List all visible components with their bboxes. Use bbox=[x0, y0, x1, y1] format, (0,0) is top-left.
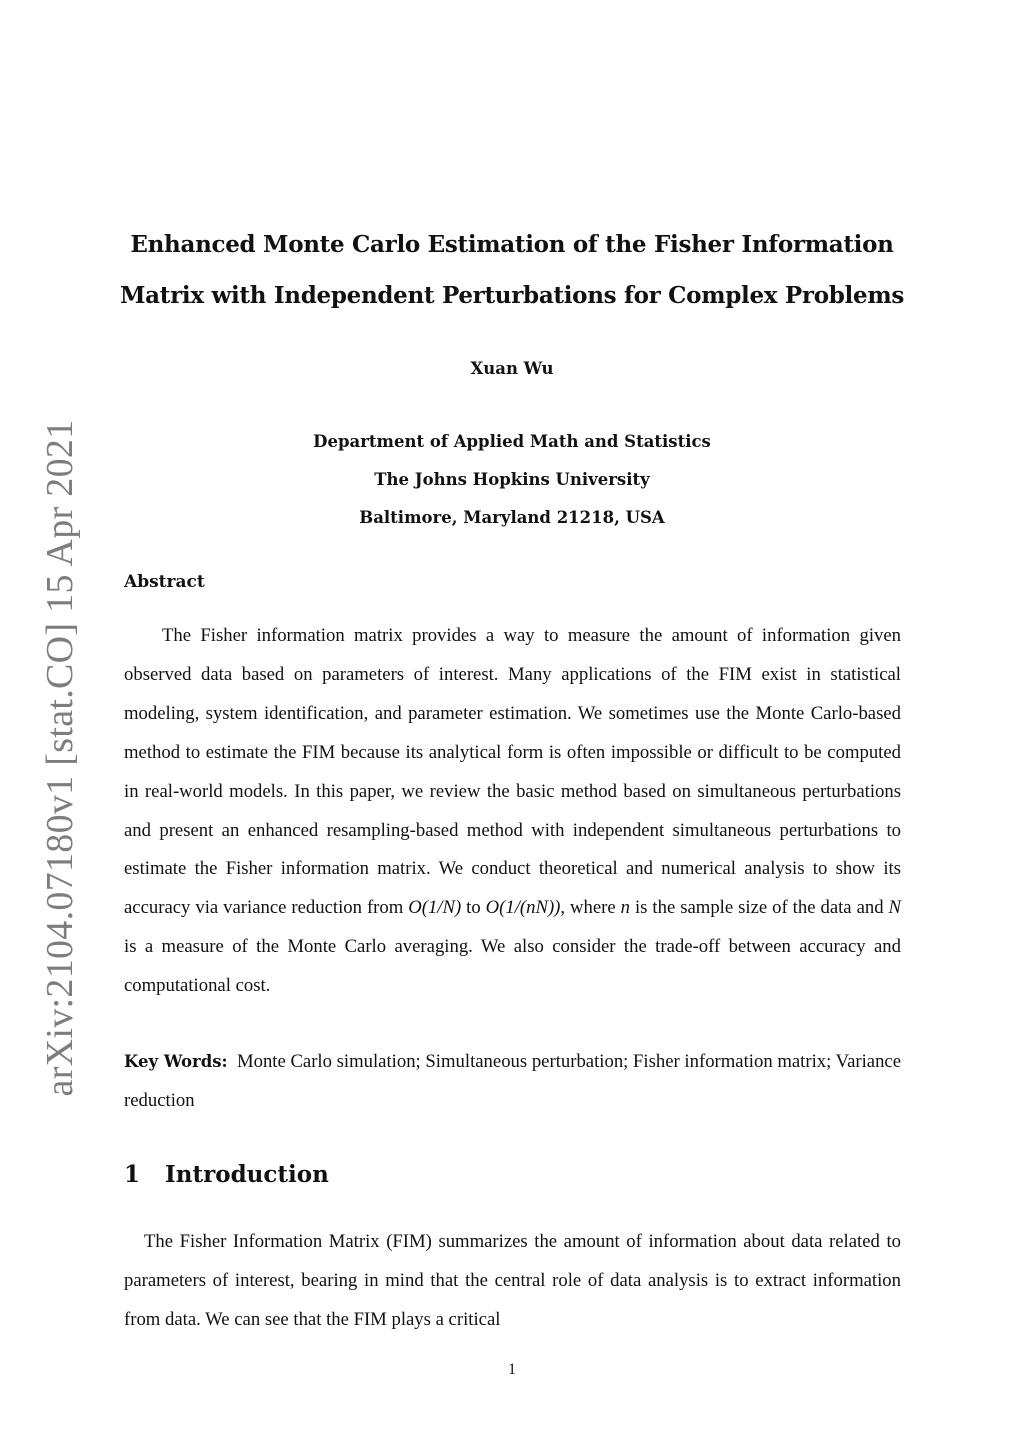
arxiv-sidebar-stamp bbox=[39, 419, 81, 1096]
section-number: 1 bbox=[124, 1161, 141, 1188]
abstract-text bbox=[124, 617, 901, 1006]
affiliation-university: The Johns Hopkins University bbox=[374, 470, 650, 489]
affiliation-location: Baltimore, Maryland 21218, USA bbox=[359, 508, 665, 527]
keywords-label: Key Words: bbox=[124, 1052, 228, 1071]
affiliation-department: Department of Applied Math and Statistics bbox=[313, 432, 711, 451]
math-sample-size-n: n bbox=[620, 897, 631, 919]
abstract-text-part: is a measure of the Monte Carlo averaging. We also consider the trade-off between accuracy and computational cost. bbox=[124, 936, 901, 997]
math-order-one-over-n: O(1/N) bbox=[408, 897, 462, 919]
abstract-text-part: is the sample size of the data and bbox=[630, 897, 889, 919]
introduction-text: The Fisher Information Matrix (FIM) summarizes the amount of information about data related to parameters of interest, bearing in mind that the central role of data analysis is to extract information from data. We can see that the FIM plays a critical bbox=[124, 1231, 901, 1330]
keywords-text: Monte Carlo simulation; Simultaneous perturbation; Fisher information matrix; Variance reduction bbox=[124, 1051, 902, 1111]
abstract-text-part: , where bbox=[560, 897, 621, 919]
paper-title-line-2: Matrix with Independent Perturbations for Complex Problems bbox=[119, 282, 905, 309]
arxiv-identifier: arXiv:2104.07180v1 [stat.CO] 15 Apr 2021 bbox=[39, 419, 81, 1096]
author-name: Xuan Wu bbox=[470, 359, 554, 378]
section-title: Introduction bbox=[165, 1161, 329, 1188]
abstract-text-part: to bbox=[461, 897, 486, 919]
keywords bbox=[124, 1043, 901, 1121]
math-order-one-over-nn: O(1/(nN)) bbox=[485, 897, 561, 919]
abstract-heading: Abstract bbox=[124, 572, 205, 592]
page-number: 1 bbox=[508, 1361, 516, 1378]
math-monte-carlo-n: N bbox=[888, 897, 901, 919]
abstract-text-part: The Fisher information matrix provides a way to measure the amount of information given observed data based on parameters of interest. Many applications of the FIM exist in statistical modeling, system identification, and parameter estimation. We sometimes use the Monte Carlo-based method to estimate the FIM because its analytical form is often impossible or difficult to be computed in real-world models. In this paper, we review the basic method based on simultaneous perturbations and present an enhanced resampling-based method with independent simultaneous perturbations to estimate the Fisher information matrix. We conduct theoretical and numerical analysis to show its accuracy via variance reduction from bbox=[124, 625, 901, 919]
section-heading-introduction bbox=[124, 1163, 329, 1186]
paper-title-line-1: Enhanced Monte Carlo Estimation of the Fisher Information bbox=[130, 231, 894, 258]
